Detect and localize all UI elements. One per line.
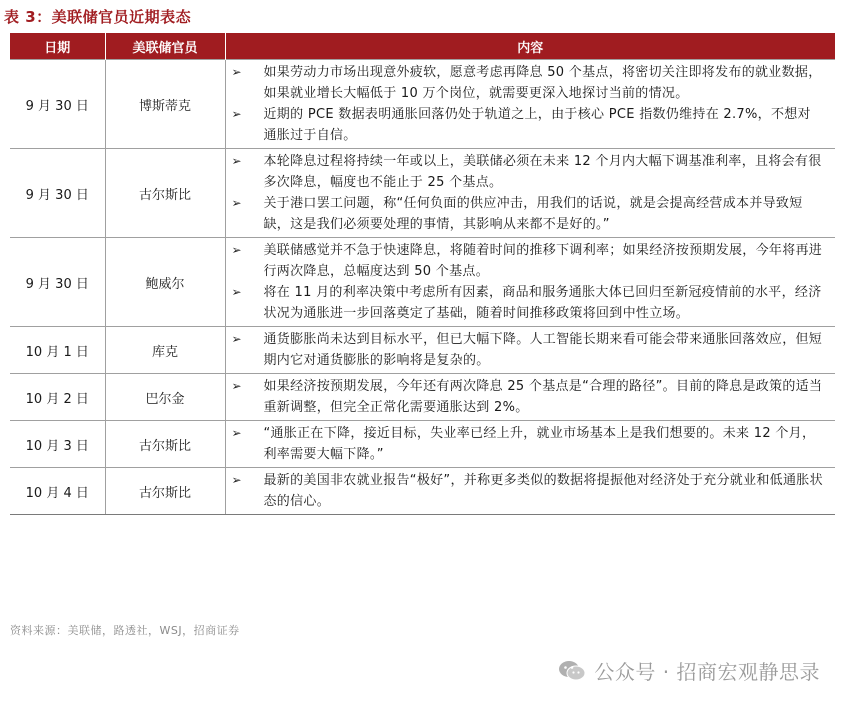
row-official: 巴尔金 xyxy=(105,374,225,421)
row-date: 9 月 30 日 xyxy=(10,149,105,238)
table-row xyxy=(10,238,835,327)
bullet-item xyxy=(232,282,824,324)
row-official: 鲍威尔 xyxy=(105,238,225,327)
source-note: 资料来源：美联储，路透社，WSJ，招商证券 xyxy=(10,624,240,637)
bullet-item xyxy=(232,329,824,371)
bullet-text: 美联储感觉并不急于快速降息，将随着时间的推移下调利率；如果经济按预期发展，今年将再进行两次降息，总幅度达到 50 个基点。 xyxy=(263,243,823,279)
bullet-text: 关于港口罢工问题，称“任何负面的供应冲击，用我们的话说，就是会提高经营成本并导致短缺，这是我们必须要处理的事情，其影响从来都不是好的。” xyxy=(263,196,803,232)
header-official: 美联储官员 xyxy=(105,33,225,60)
row-content xyxy=(225,421,835,468)
watermark xyxy=(558,656,820,685)
table-row xyxy=(10,60,835,149)
bullet-list xyxy=(226,238,836,326)
arrow-bullet-icon: ➢ xyxy=(231,426,242,440)
arrow-bullet-icon: ➢ xyxy=(231,379,242,393)
statements-table xyxy=(10,33,835,515)
arrow-bullet-icon: ➢ xyxy=(231,65,242,79)
arrow-bullet-icon: ➢ xyxy=(231,473,242,487)
bullet-item xyxy=(232,193,824,235)
table-row xyxy=(10,149,835,238)
row-date: 10 月 4 日 xyxy=(10,468,105,515)
bullet-text: 将在 11 月的利率决策中考虑所有因素，商品和服务通胀大体已回归至新冠疫情前的水平，经济状况为通胀进一步回落奠定了基础，随着时间推移政策将回到中性立场。 xyxy=(263,285,822,321)
row-content xyxy=(225,374,835,421)
bullet-list xyxy=(226,374,836,420)
bullet-text: “通胀正在下降，接近目标，失业率已经上升，就业市场基本上是我们想要的。未来 12 个月，利率需要大幅下降。” xyxy=(263,426,816,462)
bullet-list xyxy=(226,149,836,237)
row-official: 古尔斯比 xyxy=(105,421,225,468)
row-content xyxy=(225,149,835,238)
bullet-text: 如果劳动力市场出现意外疲软，愿意考虑再降息 50 个基点，将密切关注即将发布的就业数据，如果就业增长大幅低于 10 万个岗位，就需要更深入地探讨当前的情况。 xyxy=(263,65,822,101)
bullet-item xyxy=(232,240,824,282)
bullet-item xyxy=(232,104,824,146)
bullet-item xyxy=(232,423,824,465)
header-content: 内容 xyxy=(225,33,835,60)
bullet-text: 最新的美国非农就业报告“极好”，并称更多类似的数据将提振他对经济处于充分就业和低通胀状态的信心。 xyxy=(263,473,823,509)
table-row xyxy=(10,327,835,374)
arrow-bullet-icon: ➢ xyxy=(231,332,242,346)
watermark-text: 公众号 · 招商宏观静思录 xyxy=(594,660,820,684)
bullet-item xyxy=(232,62,824,104)
row-date: 10 月 2 日 xyxy=(10,374,105,421)
arrow-bullet-icon: ➢ xyxy=(231,285,242,299)
bullet-list xyxy=(226,60,836,148)
header-row xyxy=(10,33,835,60)
arrow-bullet-icon: ➢ xyxy=(231,196,242,210)
table-row xyxy=(10,421,835,468)
row-content xyxy=(225,60,835,149)
bullet-text: 近期的 PCE 数据表明通胀回落仍处于轨道之上，由于核心 PCE 指数仍维持在 2.7%，不想对通胀过于自信。 xyxy=(263,107,811,143)
bullet-text: 本轮降息过程将持续一年或以上，美联储必须在未来 12 个月内大幅下调基准利率，且将会有很多次降息，幅度也不能止于 25 个基点。 xyxy=(263,154,822,190)
row-official: 库克 xyxy=(105,327,225,374)
bullet-text: 通货膨胀尚未达到目标水平，但已大幅下降。人工智能长期来看可能会带来通胀回落效应，但短期内它对通货膨胀的影响将是复杂的。 xyxy=(263,332,823,368)
header-date: 日期 xyxy=(10,33,105,60)
row-official: 古尔斯比 xyxy=(105,468,225,515)
table-row xyxy=(10,468,835,515)
bullet-list xyxy=(226,468,836,514)
wechat-icon xyxy=(558,660,586,682)
row-date: 10 月 1 日 xyxy=(10,327,105,374)
arrow-bullet-icon: ➢ xyxy=(231,243,242,257)
row-date: 9 月 30 日 xyxy=(10,238,105,327)
bullet-item xyxy=(232,470,824,512)
arrow-bullet-icon: ➢ xyxy=(231,107,242,121)
table-row xyxy=(10,374,835,421)
row-official: 古尔斯比 xyxy=(105,149,225,238)
bullet-text: 如果经济按预期发展，今年还有两次降息 25 个基点是“合理的路径”。目前的降息是政策的适当重新调整，但完全正常化需要通胀达到 2%。 xyxy=(263,379,823,415)
bullet-item xyxy=(232,151,824,193)
row-content xyxy=(225,468,835,515)
table-title: 表 3：美联储官员近期表态 xyxy=(4,8,192,26)
bullet-list xyxy=(226,421,836,467)
row-content xyxy=(225,238,835,327)
arrow-bullet-icon: ➢ xyxy=(231,154,242,168)
bullet-list xyxy=(226,327,836,373)
row-content xyxy=(225,327,835,374)
bullet-item xyxy=(232,376,824,418)
row-date: 9 月 30 日 xyxy=(10,60,105,149)
row-date: 10 月 3 日 xyxy=(10,421,105,468)
row-official: 博斯蒂克 xyxy=(105,60,225,149)
